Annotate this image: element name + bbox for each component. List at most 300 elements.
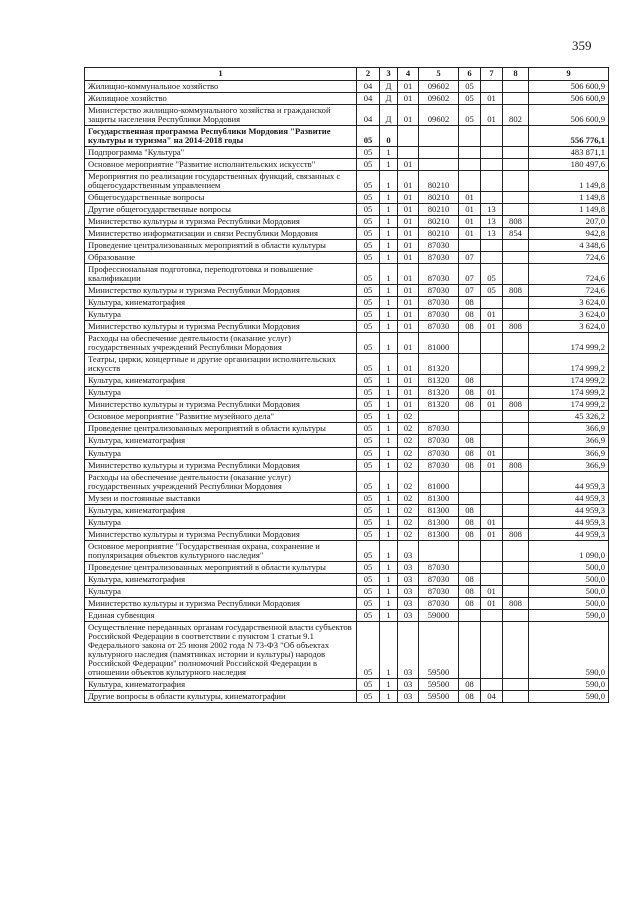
amount-cell: 1 149,8 [529, 192, 609, 204]
table-row [85, 309, 609, 321]
table-row [85, 126, 609, 147]
code-cell: 01 [481, 528, 503, 540]
code-cell: 02 [398, 504, 419, 516]
code-cell: 08 [459, 597, 481, 609]
amount-cell: 724,6 [529, 264, 609, 285]
code-cell [459, 471, 481, 492]
code-cell [419, 411, 459, 423]
code-cell: 87030 [419, 240, 459, 252]
code-cell: 05 [357, 375, 380, 387]
code-cell: 854 [503, 228, 529, 240]
code-cell [481, 240, 503, 252]
code-cell: 02 [398, 492, 419, 504]
code-cell: 1 [380, 354, 398, 375]
code-cell: 59000 [419, 609, 459, 621]
code-cell: 87030 [419, 423, 459, 435]
row-name-cell: Проведение централизованных мероприятий в области культуры [85, 240, 357, 252]
code-cell: 08 [459, 516, 481, 528]
table-row [85, 621, 609, 678]
code-cell [459, 240, 481, 252]
row-name-cell: Другие вопросы в области культуры, кинематографии [85, 690, 357, 702]
code-cell: 08 [459, 585, 481, 597]
code-cell: 1 [380, 573, 398, 585]
code-cell: 08 [459, 375, 481, 387]
code-cell: 59500 [419, 621, 459, 678]
page-number: 359 [572, 38, 592, 53]
code-cell: 05 [357, 309, 380, 321]
amount-cell: 44 959,3 [529, 492, 609, 504]
row-name-cell: Министерство информатизации и связи Республики Мордовия [85, 228, 357, 240]
amount-cell: 506 600,9 [529, 81, 609, 93]
column-header: 1 [85, 68, 357, 81]
code-cell [503, 573, 529, 585]
table-row [85, 264, 609, 285]
table-row [85, 411, 609, 423]
code-cell: 05 [357, 411, 380, 423]
code-cell: Д [380, 93, 398, 105]
code-cell: 08 [459, 297, 481, 309]
code-cell: 05 [357, 585, 380, 597]
row-name-cell: Культура [85, 447, 357, 459]
code-cell [459, 126, 481, 147]
row-name-cell: Общегосударственные вопросы [85, 192, 357, 204]
code-cell [481, 297, 503, 309]
code-cell: 01 [398, 285, 419, 297]
table-row [85, 333, 609, 354]
code-cell: 808 [503, 321, 529, 333]
code-cell: 05 [357, 561, 380, 573]
table-row [85, 93, 609, 105]
table-row [85, 435, 609, 447]
code-cell: 87030 [419, 321, 459, 333]
code-cell: 87030 [419, 309, 459, 321]
table-row [85, 321, 609, 333]
column-header: 8 [503, 68, 529, 81]
code-cell: 05 [481, 285, 503, 297]
code-cell: 80210 [419, 228, 459, 240]
table-row [85, 81, 609, 93]
code-cell: 01 [398, 204, 419, 216]
code-cell: 02 [398, 447, 419, 459]
table-row [85, 285, 609, 297]
code-cell [503, 240, 529, 252]
code-cell: 1 [380, 609, 398, 621]
code-cell: 05 [357, 285, 380, 297]
code-cell: 808 [503, 528, 529, 540]
code-cell: 81300 [419, 504, 459, 516]
code-cell [459, 492, 481, 504]
code-cell: 01 [398, 228, 419, 240]
code-cell: 01 [398, 105, 419, 126]
amount-cell: 724,6 [529, 252, 609, 264]
code-cell: 07 [459, 264, 481, 285]
row-name-cell: Музеи и постоянные выставки [85, 492, 357, 504]
code-cell: 81000 [419, 471, 459, 492]
code-cell: 87030 [419, 297, 459, 309]
code-cell: 1 [380, 528, 398, 540]
row-name-cell: Министерство культуры и туризма Республики Мордовия [85, 216, 357, 228]
row-name-cell: Основное мероприятие "Развитие исполнительских искусств" [85, 159, 357, 171]
row-name-cell: Культура, кинематография [85, 678, 357, 690]
code-cell: 05 [357, 147, 380, 159]
code-cell: 1 [380, 690, 398, 702]
row-name-cell: Культура, кинематография [85, 297, 357, 309]
code-cell [481, 609, 503, 621]
code-cell [503, 690, 529, 702]
code-cell: 01 [398, 297, 419, 309]
code-cell: 81320 [419, 354, 459, 375]
code-cell [459, 561, 481, 573]
table-row [85, 159, 609, 171]
row-name-cell: Министерство культуры и туризма Республики Мордовия [85, 285, 357, 297]
code-cell: 05 [357, 171, 380, 192]
amount-cell: 942,8 [529, 228, 609, 240]
amount-cell: 590,0 [529, 690, 609, 702]
code-cell [481, 423, 503, 435]
amount-cell: 174 999,2 [529, 399, 609, 411]
code-cell: 03 [398, 597, 419, 609]
code-cell: 08 [459, 528, 481, 540]
code-cell: 08 [459, 387, 481, 399]
code-cell [503, 678, 529, 690]
code-cell: 01 [398, 171, 419, 192]
code-cell [503, 204, 529, 216]
code-cell: 01 [398, 216, 419, 228]
code-cell: 01 [481, 309, 503, 321]
code-cell: 05 [357, 609, 380, 621]
row-name-cell: Культура, кинематография [85, 435, 357, 447]
code-cell: 1 [380, 285, 398, 297]
code-cell: 808 [503, 597, 529, 609]
code-cell: 1 [380, 516, 398, 528]
code-cell: 05 [357, 471, 380, 492]
row-name-cell: Министерство жилищно-коммунального хозяйства и гражданской защиты населения Республики Мордовия [85, 105, 357, 126]
code-cell: 87030 [419, 597, 459, 609]
code-cell: 08 [459, 504, 481, 516]
code-cell: 09602 [419, 81, 459, 93]
code-cell: 87030 [419, 447, 459, 459]
code-cell [503, 447, 529, 459]
code-cell: 1 [380, 297, 398, 309]
amount-cell: 500,0 [529, 585, 609, 597]
row-name-cell: Государственная программа Республики Мордовия "Развитие культуры и туризма" на 2014-2018 годы [85, 126, 357, 147]
code-cell: 1 [380, 228, 398, 240]
code-cell: 01 [459, 192, 481, 204]
code-cell: 05 [357, 297, 380, 309]
code-cell: 1 [380, 204, 398, 216]
row-name-cell: Министерство культуры и туризма Республики Мордовия [85, 459, 357, 471]
amount-cell: 366,9 [529, 423, 609, 435]
code-cell: 1 [380, 309, 398, 321]
row-name-cell: Министерство культуры и туризма Республики Мордовия [85, 528, 357, 540]
code-cell [459, 333, 481, 354]
code-cell [481, 159, 503, 171]
table-row [85, 504, 609, 516]
code-cell: 87030 [419, 285, 459, 297]
code-cell [481, 81, 503, 93]
code-cell: 1 [380, 411, 398, 423]
code-cell [503, 609, 529, 621]
amount-cell: 174 999,2 [529, 375, 609, 387]
code-cell: 01 [398, 387, 419, 399]
code-cell: 05 [357, 690, 380, 702]
code-cell: 1 [380, 423, 398, 435]
table-row [85, 573, 609, 585]
code-cell: 01 [459, 204, 481, 216]
table-row [85, 171, 609, 192]
amount-cell: 500,0 [529, 597, 609, 609]
row-name-cell: Проведение централизованных мероприятий в области культуры [85, 561, 357, 573]
code-cell: 03 [398, 609, 419, 621]
code-cell: 02 [398, 435, 419, 447]
code-cell: 87030 [419, 573, 459, 585]
amount-cell: 483 871,1 [529, 147, 609, 159]
code-cell: 03 [398, 540, 419, 561]
code-cell [481, 147, 503, 159]
amount-cell: 590,0 [529, 609, 609, 621]
code-cell: 808 [503, 285, 529, 297]
code-cell: 87030 [419, 264, 459, 285]
code-cell: 05 [459, 81, 481, 93]
code-cell: 03 [398, 621, 419, 678]
table-row [85, 387, 609, 399]
code-cell [481, 561, 503, 573]
code-cell [503, 93, 529, 105]
code-cell: 05 [357, 573, 380, 585]
code-cell: 1 [380, 216, 398, 228]
code-cell: 13 [481, 204, 503, 216]
code-cell: 02 [398, 528, 419, 540]
code-cell: 08 [459, 459, 481, 471]
code-cell: 07 [459, 252, 481, 264]
column-header: 6 [459, 68, 481, 81]
code-cell: 81320 [419, 399, 459, 411]
table-row [85, 678, 609, 690]
code-cell: 01 [481, 459, 503, 471]
code-cell: 05 [357, 459, 380, 471]
table-row [85, 147, 609, 159]
column-header: 2 [357, 68, 380, 81]
budget-table [84, 67, 609, 703]
code-cell: 01 [398, 192, 419, 204]
code-cell: 1 [380, 159, 398, 171]
code-cell: 87030 [419, 252, 459, 264]
code-cell: 87030 [419, 585, 459, 597]
row-name-cell: Жилищно-коммунальное хозяйство [85, 81, 357, 93]
code-cell [419, 540, 459, 561]
code-cell: 03 [398, 573, 419, 585]
code-cell [481, 435, 503, 447]
code-cell [419, 159, 459, 171]
code-cell: 08 [459, 309, 481, 321]
row-name-cell: Образование [85, 252, 357, 264]
code-cell: 1 [380, 621, 398, 678]
code-cell: 01 [398, 333, 419, 354]
code-cell: 01 [398, 252, 419, 264]
code-cell: 01 [481, 585, 503, 597]
code-cell [481, 573, 503, 585]
code-cell: 08 [459, 573, 481, 585]
code-cell [503, 264, 529, 285]
code-cell: 05 [357, 333, 380, 354]
code-cell [503, 423, 529, 435]
table-row [85, 375, 609, 387]
table-body [85, 81, 609, 703]
amount-cell: 556 776,1 [529, 126, 609, 147]
code-cell: 07 [459, 285, 481, 297]
code-cell [503, 504, 529, 516]
code-cell: 05 [357, 492, 380, 504]
amount-cell: 180 497,6 [529, 159, 609, 171]
code-cell: 05 [357, 228, 380, 240]
code-cell [481, 504, 503, 516]
code-cell: 02 [398, 471, 419, 492]
code-cell: 02 [398, 423, 419, 435]
code-cell [481, 678, 503, 690]
code-cell: 05 [481, 264, 503, 285]
code-cell: 1 [380, 192, 398, 204]
code-cell: 08 [459, 447, 481, 459]
code-cell [459, 540, 481, 561]
table-row [85, 204, 609, 216]
code-cell: 05 [357, 354, 380, 375]
code-cell: 08 [459, 321, 481, 333]
code-cell: 1 [380, 252, 398, 264]
code-cell [459, 147, 481, 159]
row-name-cell: Подпрограмма "Культура" [85, 147, 357, 159]
table-row [85, 228, 609, 240]
code-cell [503, 435, 529, 447]
row-name-cell: Культура, кинематография [85, 573, 357, 585]
row-name-cell: Основное мероприятие "Развитие музейного дела" [85, 411, 357, 423]
code-cell: 1 [380, 471, 398, 492]
code-cell: 05 [357, 252, 380, 264]
amount-cell: 590,0 [529, 621, 609, 678]
code-cell: 05 [357, 399, 380, 411]
code-cell: 81000 [419, 333, 459, 354]
amount-cell: 590,0 [529, 678, 609, 690]
code-cell: 1 [380, 492, 398, 504]
code-cell: 1 [380, 399, 398, 411]
code-cell: 87030 [419, 459, 459, 471]
code-cell: 08 [459, 678, 481, 690]
table-row [85, 423, 609, 435]
code-cell: 808 [503, 216, 529, 228]
code-cell: 80210 [419, 216, 459, 228]
code-cell [503, 411, 529, 423]
column-header: 5 [419, 68, 459, 81]
code-cell [481, 471, 503, 492]
code-cell: 1 [380, 504, 398, 516]
code-cell: 04 [357, 81, 380, 93]
code-cell [398, 126, 419, 147]
code-cell: 03 [398, 690, 419, 702]
code-cell: 81320 [419, 387, 459, 399]
code-cell [419, 126, 459, 147]
code-cell [481, 126, 503, 147]
code-cell: 1 [380, 333, 398, 354]
table-row [85, 528, 609, 540]
table-row [85, 252, 609, 264]
table-row [85, 540, 609, 561]
table-row [85, 240, 609, 252]
code-cell [503, 375, 529, 387]
code-cell: 05 [357, 597, 380, 609]
code-cell [503, 471, 529, 492]
row-name-cell: Культура [85, 516, 357, 528]
code-cell [481, 411, 503, 423]
code-cell [481, 333, 503, 354]
code-cell [503, 585, 529, 597]
code-cell: 03 [398, 585, 419, 597]
code-cell: Д [380, 105, 398, 126]
amount-cell: 174 999,2 [529, 387, 609, 399]
column-header: 9 [529, 68, 609, 81]
table-row [85, 609, 609, 621]
code-cell: 1 [380, 375, 398, 387]
row-name-cell: Другие общегосударственные вопросы [85, 204, 357, 216]
code-cell [503, 516, 529, 528]
row-name-cell: Мероприятия по реализации государственных функций, связанных с общегосударственным управлением [85, 171, 357, 192]
code-cell: 05 [357, 528, 380, 540]
code-cell [481, 621, 503, 678]
code-cell [503, 387, 529, 399]
amount-cell: 366,9 [529, 435, 609, 447]
code-cell: 01 [459, 216, 481, 228]
amount-cell: 4 348,6 [529, 240, 609, 252]
code-cell: 01 [481, 105, 503, 126]
table-row [85, 354, 609, 375]
code-cell: 1 [380, 321, 398, 333]
row-name-cell: Культура [85, 585, 357, 597]
amount-cell: 500,0 [529, 561, 609, 573]
code-cell: 13 [481, 216, 503, 228]
code-cell: 01 [481, 399, 503, 411]
code-cell: 04 [357, 105, 380, 126]
amount-cell: 174 999,2 [529, 354, 609, 375]
table-row [85, 690, 609, 702]
code-cell [503, 81, 529, 93]
code-cell: 80210 [419, 192, 459, 204]
code-cell [459, 609, 481, 621]
table-header-row [85, 68, 609, 81]
code-cell [503, 171, 529, 192]
code-cell: 05 [357, 216, 380, 228]
code-cell: 05 [357, 240, 380, 252]
code-cell: 05 [357, 159, 380, 171]
table-row [85, 471, 609, 492]
row-name-cell: Театры, цирки, концертные и другие организации исполнительских искусств [85, 354, 357, 375]
amount-cell: 506 600,9 [529, 93, 609, 105]
code-cell [459, 423, 481, 435]
code-cell [459, 354, 481, 375]
code-cell [503, 297, 529, 309]
code-cell [481, 252, 503, 264]
code-cell: 02 [398, 459, 419, 471]
table-row [85, 561, 609, 573]
row-name-cell: Расходы на обеспечение деятельности (оказание услуг) государственных учреждений Республики Мордовия [85, 471, 357, 492]
amount-cell: 724,6 [529, 285, 609, 297]
code-cell: 1 [380, 264, 398, 285]
amount-cell: 506 600,9 [529, 105, 609, 126]
amount-cell: 44 959,3 [529, 528, 609, 540]
code-cell: 1 [380, 147, 398, 159]
code-cell [419, 147, 459, 159]
code-cell [481, 492, 503, 504]
code-cell: 05 [357, 621, 380, 678]
amount-cell: 3 624,0 [529, 321, 609, 333]
amount-cell: 174 999,2 [529, 333, 609, 354]
